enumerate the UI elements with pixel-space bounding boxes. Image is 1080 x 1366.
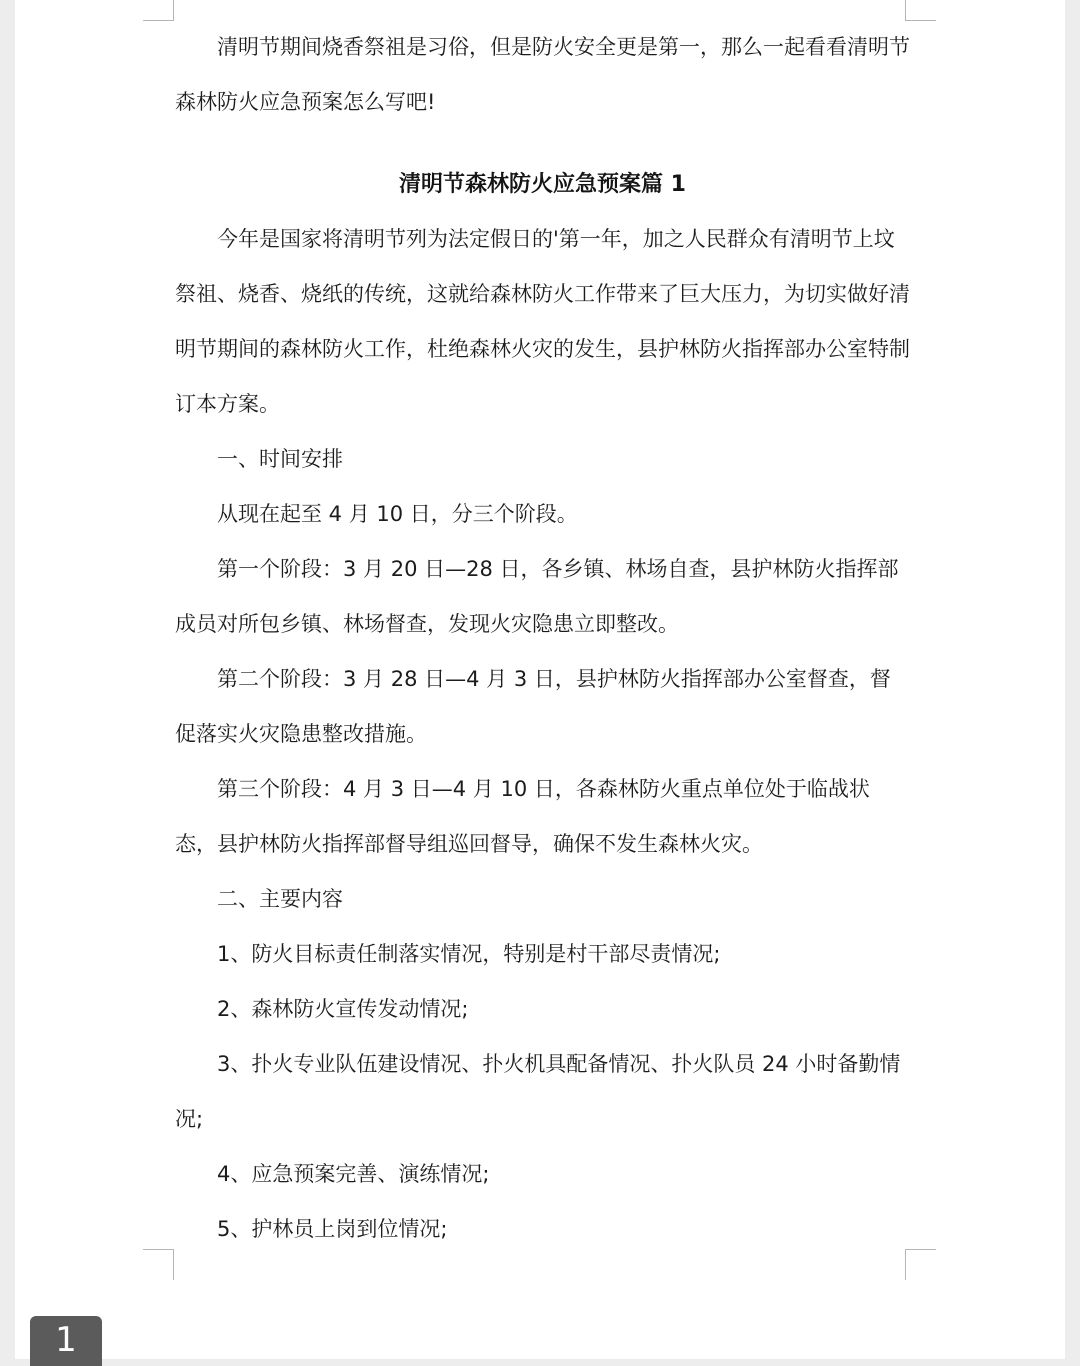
list-item: 3、扑火专业队伍建设情况、扑火机具配备情况、扑火队员 24 小时备勤情况; [175, 1052, 901, 1131]
page-corner-mark-top-left [143, 0, 174, 21]
section-heading-schedule: 一、时间安排 [217, 447, 343, 471]
stage-one-paragraph: 第一个阶段：3 月 20 日—28 日，各乡镇、林场自查，县护林防火指挥部成员对所包乡镇、林场督查，发现火灾隐患立即整改。 [175, 557, 899, 636]
body-paragraph: 从现在起至 4 月 10 日，分三个阶段。 [217, 502, 578, 526]
page-corner-mark-bottom-left [143, 1249, 174, 1280]
list-item: 5、护林员上岗到位情况; [217, 1217, 448, 1241]
page-corner-mark-top-right [905, 0, 936, 21]
intro-paragraph: 清明节期间烧香祭祖是习俗，但是防火安全更是第一，那么一起看看清明节森林防火应急预案怎么写吧! [175, 35, 910, 114]
body-paragraph: 今年是国家将清明节列为法定假日的'第一年，加之人民群众有清明节上坟祭祖、烧香、烧纸的传统，这就给森林防火工作带来了巨大压力，为切实做好清明节期间的森林防火工作，杜绝森林火灾的发生，县护林防火指挥部办公室特制订本方案。 [175, 227, 910, 416]
page-number-indicator[interactable]: 1 [30, 1316, 102, 1366]
document-title: 清明节森林防火应急预案篇 1 [399, 172, 686, 197]
stage-three-paragraph: 第三个阶段：4 月 3 日—4 月 10 日，各森林防火重点单位处于临战状态，县护林防火指挥部督导组巡回督导，确保不发生森林火灾。 [175, 777, 870, 856]
stage-two-paragraph: 第二个阶段：3 月 28 日—4 月 3 日，县护林防火指挥部办公室督查，督促落实火灾隐患整改措施。 [175, 667, 891, 746]
section-heading-content: 二、主要内容 [217, 887, 343, 911]
list-item: 1、防火目标责任制落实情况，特别是村干部尽责情况; [217, 942, 721, 966]
document-body [175, 20, 910, 1257]
list-item: 4、应急预案完善、演练情况; [217, 1162, 490, 1186]
list-item: 2、森林防火宣传发动情况; [217, 997, 469, 1021]
